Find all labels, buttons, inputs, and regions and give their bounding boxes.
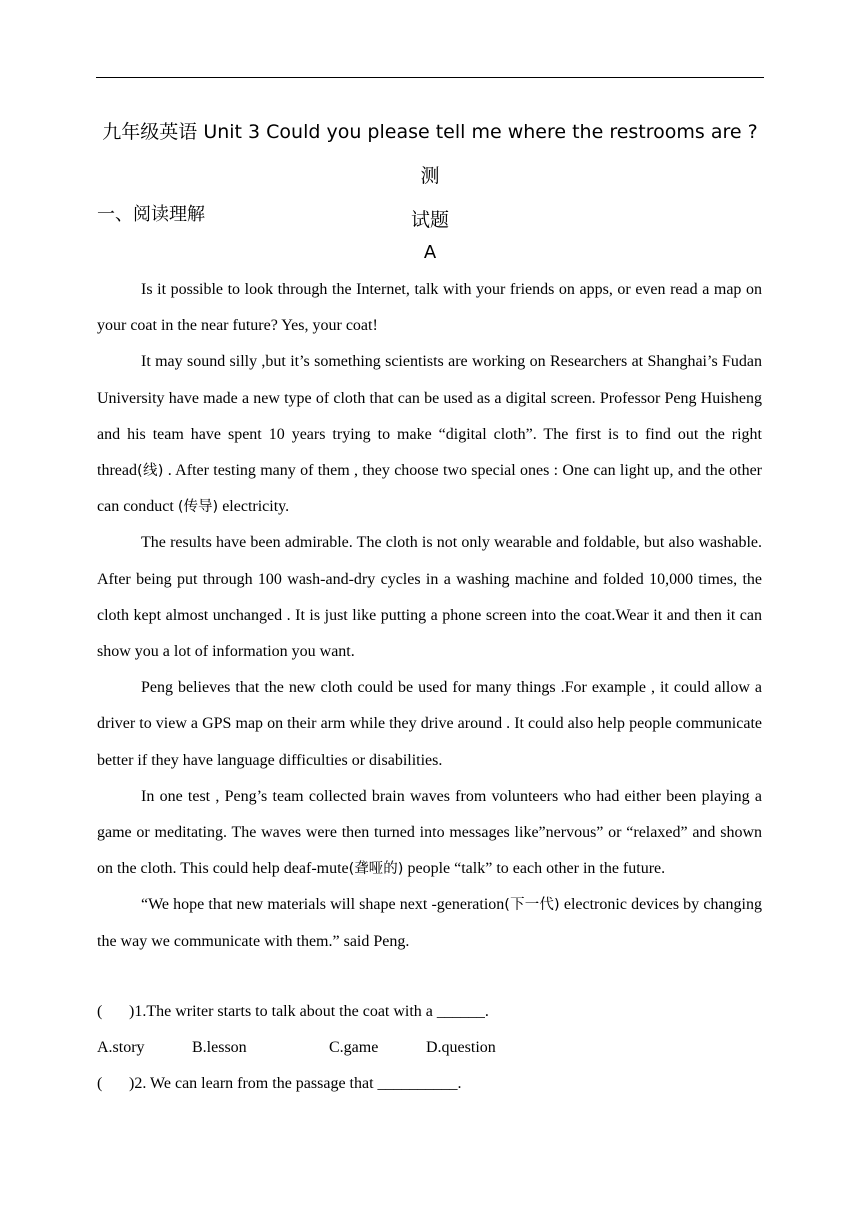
title-line-2: 试题 <box>410 209 449 231</box>
paragraph-2-text-a: It may sound silly ,but it’s something scientists are working on Researchers at Shanghai’s Fudan University have made a new type of cloth that can be used as a digital screen. Professor Peng Huisheng and his team have spent 10 years trying to make “digital cloth”. The first is to find out the right thread <box>97 353 762 480</box>
option-c[interactable]: C.game <box>329 1039 379 1057</box>
paragraph-6-text-b: electronic devices by changing the way we communicate with them.” said Peng. <box>97 896 762 950</box>
paragraph-5-text-a: In one test , Peng’s team collected brain waves from volunteers who had either been playing a game or meditating. The waves were then turned into messages like”nervous” or “relaxed” and shown on the cloth. This could help deaf-mute <box>97 787 762 878</box>
title-line-1: 九年级英语 Unit 3 Could you please tell me where the restrooms are ?测 <box>102 121 758 187</box>
section-heading: 一、阅读理解 <box>97 204 205 225</box>
paragraph-2-text-c: electricity. <box>218 498 290 516</box>
passage-label: A <box>423 242 437 263</box>
question-2 <box>97 1066 762 1102</box>
question-1 <box>97 994 762 1030</box>
passage-paragraph-5 <box>97 779 762 888</box>
gloss-conduct: (传导) <box>177 499 219 516</box>
passage-paragraph-6 <box>97 887 762 959</box>
passage-paragraph-3: The results have been admirable. The cloth is not only wearable and foldable, but also washable. After being put through 100 wash-and-dry cycles in a washing machine and folded 10,000 times, the cloth kept almost unchanged . It is just like putting a phone screen into the coat.Wear it and then it can show you a lot of information you want. <box>97 534 762 661</box>
question-2-text: )2. We can learn from the passage that __________. <box>129 1075 462 1093</box>
answer-blank-1[interactable]: ( <box>97 1003 103 1020</box>
paragraph-5-text-b: people “talk” to each other in the future. <box>403 860 666 878</box>
option-a[interactable]: A.story <box>97 1039 145 1057</box>
question-1-options <box>97 1030 762 1066</box>
gloss-thread: (线) <box>136 463 164 480</box>
answer-blank-2[interactable]: ( <box>97 1075 103 1093</box>
option-b[interactable]: B.lesson <box>192 1039 247 1057</box>
gloss-deaf-mute: (聋哑的) <box>348 861 404 878</box>
reading-passage <box>97 272 762 960</box>
passage-paragraph-2 <box>97 344 762 525</box>
passage-paragraph-4: Peng believes that the new cloth could be used for many things .For example , it could allow a driver to view a GPS map on their arm while they drive around . It could also help people communicate better if they have language difficulties or disabilities. <box>97 679 762 769</box>
question-1-text: )1.The writer starts to talk about the coat with a ______. <box>129 1003 489 1020</box>
paragraph-2-text-b: . After testing many of them , they choose two special ones : One can light up, and the other can conduct <box>97 462 762 516</box>
questions <box>97 994 762 1103</box>
header-rule <box>96 77 764 78</box>
passage-paragraph-1: Is it possible to look through the Internet, talk with your friends on apps, or even read a map on your coat in the near future? Yes, your coat! <box>97 281 762 335</box>
gloss-next-generation: (下一代) <box>504 897 560 914</box>
paragraph-6-text-a: “We hope that new materials will shape next -generation <box>141 896 505 914</box>
option-d[interactable]: D.question <box>426 1039 496 1057</box>
